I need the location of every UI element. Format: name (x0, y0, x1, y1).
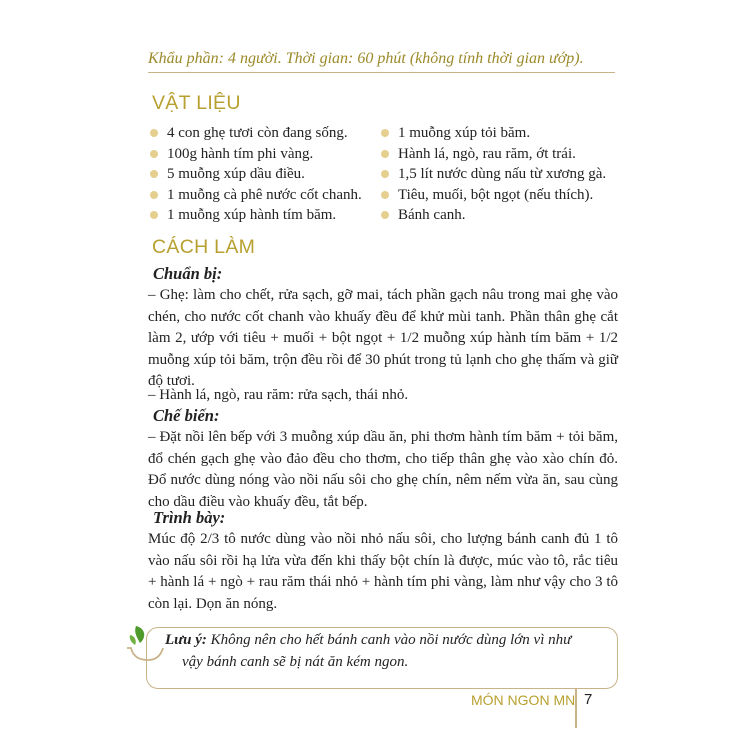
bullet-dot (150, 129, 158, 137)
ingredients-title: VẬT LIỆU (152, 92, 241, 114)
list-item: 100g hành tím phi vàng. (150, 144, 362, 165)
footer-book-title: MÓN NGON MN (471, 692, 576, 708)
bullet-dot (381, 150, 389, 158)
note-text (165, 629, 610, 673)
list-item: 1,5 lít nước dùng nấu từ xương gà. (381, 164, 606, 185)
prep-paragraph-herbs: – Hành lá, ngò, rau răm: rửa sạch, thái nhỏ. (148, 387, 409, 403)
cook-paragraph: – Đặt nồi lên bếp với 3 muỗng xúp dầu ăn, phi thơm hành tím băm + tỏi băm, đổ chén gạch ghẹ vào đảo đều cho thơm, cho tiếp thân ghẹ vào xào chín đỏ. Đổ nước dùng nóng vào nồi nấu sôi cho ghẹ chín, nêm nếm vừa ăn, sau cùng cho dầu điều vào khuấy đều, tắt bếp. (148, 429, 618, 510)
list-item: 4 con ghẹ tươi còn đang sống. (150, 123, 362, 144)
bullet-dot (150, 150, 158, 158)
bullet-dot (381, 191, 389, 199)
bullet-dot (150, 191, 158, 199)
serve-paragraph: Múc độ 2/3 tô nước dùng vào nồi nhỏ nấu sôi, cho lượng bánh canh đủ 1 tô vào nấu sôi rồi hạ lửa vừa đến khi thấy bột chín là được, múc vào tô, rắc tiêu + hành lá + ngò + rau răm thái nhỏ + hành tím phi vàng, làm như vậy cho 3 tô còn lại. Dọn ăn nóng. (148, 531, 618, 612)
bullet-dot (381, 129, 389, 137)
list-item: Bánh canh. (381, 205, 606, 226)
note-line-2: vậy bánh canh sẽ bị nát ăn kém ngon. (182, 654, 409, 670)
cook-heading: Chế biến: (153, 406, 220, 425)
list-item: 1 muỗng xúp hành tím băm. (150, 205, 362, 226)
ingredients-list-right (381, 123, 606, 226)
prep-paragraph: – Ghẹ: làm cho chết, rửa sạch, gỡ mai, tách phần gạch nâu trong mai ghẹ vào chén, cho nước cốt chanh vào khuấy đều để khử mùi tanh. Phần thân ghẹ cắt làm 2, ướp với tiêu + muối + bột ngọt + 1/2 muỗng xúp hành tím băm + 1/2 muỗng xúp tỏi băm, trộn đều rồi để 30 phút trong tủ lạnh cho ghẹ thấm và giữ độ tươi. (148, 287, 618, 389)
footer-divider (575, 688, 577, 728)
list-item: 1 muỗng xúp tỏi băm. (381, 123, 606, 144)
top-divider (148, 72, 615, 73)
bullet-dot (381, 211, 389, 219)
prep-heading: Chuẩn bị: (153, 264, 223, 283)
note-line-1: Không nên cho hết bánh canh vào nồi nước dùng lớn vì như (210, 632, 572, 648)
serve-heading: Trình bày: (153, 508, 226, 527)
list-item: Hành lá, ngò, rau răm, ớt trái. (381, 144, 606, 165)
serving-info: Khẩu phần: 4 người. Thời gian: 60 phút (không tính thời gian ướp). (148, 50, 584, 67)
page-number: 7 (584, 691, 593, 708)
note-label: Lưu ý: (165, 632, 207, 648)
ingredients-list-left (150, 123, 362, 226)
list-item: 1 muỗng cà phê nước cốt chanh. (150, 185, 362, 206)
list-item: Tiêu, muối, bột ngọt (nếu thích). (381, 185, 606, 206)
bullet-dot (150, 170, 158, 178)
list-item: 5 muỗng xúp dầu điều. (150, 164, 362, 185)
bullet-dot (150, 211, 158, 219)
leaf-bowl-icon (124, 624, 170, 670)
method-title: CÁCH LÀM (152, 236, 256, 258)
bullet-dot (381, 170, 389, 178)
